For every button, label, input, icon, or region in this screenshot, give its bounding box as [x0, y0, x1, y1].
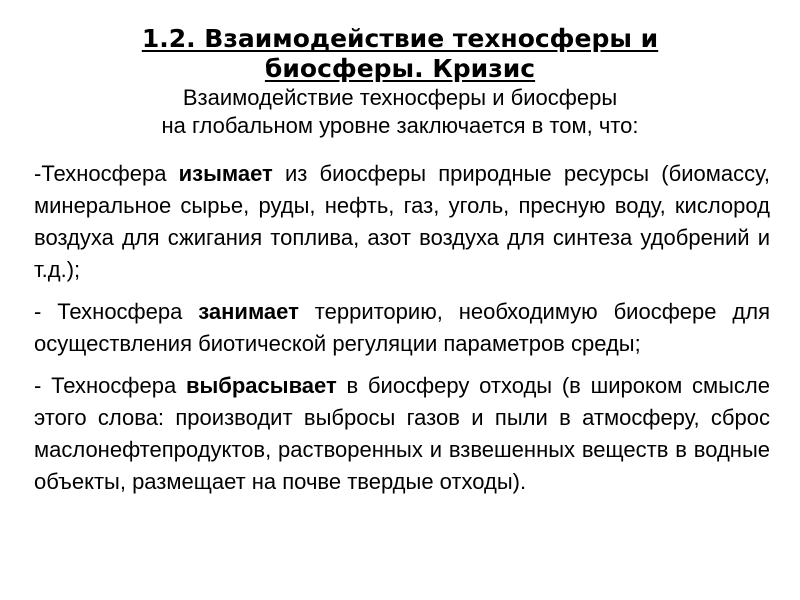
paragraph-lead: -Техносфера [34, 161, 179, 186]
paragraph-text: территорию, необходимую биосфере для осуществления биотической регуляции параметров среды; [34, 299, 770, 356]
paragraph-keyword: изымает [178, 161, 273, 186]
paragraph-extracts [34, 158, 770, 286]
paragraph-keyword: выбрасывает [185, 373, 337, 398]
slide-title [60, 24, 740, 84]
subtitle-line-1: Взаимодействие техносферы и биосферы [182, 85, 618, 110]
paragraph-lead: - Техносфера [34, 373, 186, 398]
paragraph-text: из биосферы природные ресурсы (биомассу, минеральное сырье, руды, нефть, газ, уголь, пресную воду, кислород воздуха для сжигания топлива, азот воздуха для синтеза удобрений и т.д.); [34, 161, 770, 282]
paragraph-occupies [34, 296, 770, 360]
paragraph-keyword: занимает [198, 299, 299, 324]
title-line-1: 1.2. Взаимодействие техносферы и [141, 24, 659, 53]
paragraph-text: в биосферу отходы (в широком смысле этого слова: производит выбросы газов и пыли в атмосферу, сброс маслонефтепродуктов, растворенных и взвешенных веществ в водные объекты, размещает на почве твердые отходы). [34, 373, 770, 494]
slide-body [34, 158, 770, 508]
subtitle-line-2: на глобальном уровне заключается в том, что: [161, 113, 639, 138]
paragraph-lead: - Техносфера [34, 299, 199, 324]
slide-subtitle [40, 84, 760, 140]
title-line-2: биосферы. Кризис [264, 54, 536, 83]
paragraph-emits [34, 370, 770, 498]
